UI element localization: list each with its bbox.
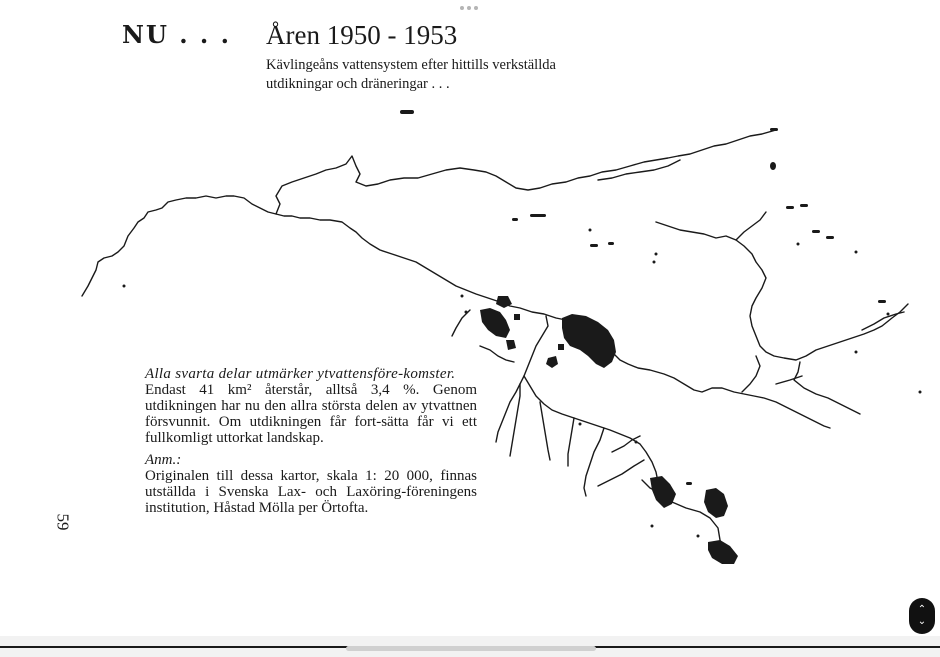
mark-w-3	[465, 311, 468, 314]
east-tributary-ne	[862, 312, 904, 330]
legend-note-label: Anm.:	[145, 452, 182, 468]
mark-e-4	[826, 236, 834, 239]
mark-e-6	[797, 243, 800, 246]
lake-south-1	[650, 476, 676, 508]
mark-w-2	[461, 295, 464, 298]
scroll-control[interactable]	[909, 598, 935, 634]
mark-top	[400, 110, 414, 114]
pond-c	[558, 344, 564, 350]
page-title: Åren 1950 - 1953	[266, 20, 458, 50]
mark-c-4	[655, 253, 658, 256]
east-tributary-southeast	[794, 362, 860, 414]
mark-w-1	[123, 285, 126, 288]
mark-c-3	[589, 229, 592, 232]
lake-south-3	[708, 540, 738, 564]
mark-s-3	[686, 482, 692, 485]
main-river-west	[82, 196, 566, 320]
mark-e-2	[800, 204, 808, 207]
legend-italic-line: Alla svarta delar utmärker ytvattensföre-komster.	[145, 366, 456, 382]
mark-e-1	[786, 206, 794, 209]
mark-c-5	[653, 261, 656, 264]
map-legend	[145, 366, 477, 516]
mark-c-1	[590, 244, 598, 247]
south-tributary-g	[612, 436, 640, 452]
chevron-down-icon[interactable]: ⌄	[917, 616, 927, 627]
lake-large	[562, 314, 616, 368]
pond-b	[546, 356, 558, 368]
east-tributary-upper	[656, 222, 908, 360]
pond-a	[514, 314, 520, 320]
south-tributary-e	[568, 418, 574, 466]
small-creek-north	[452, 310, 470, 336]
south-tributary-f	[584, 428, 604, 496]
legend-note-text: Originalen till dessa kartor, skala 1: 20 000, finnas utställda i Svenska Lax- och Laxöring-föreningens institution, Håstad Mölla per Örtofta.	[145, 468, 477, 516]
northern-tributary	[276, 130, 776, 214]
mark-r-4	[887, 313, 890, 316]
mark-ne-2	[770, 128, 778, 131]
page-heading-left: NU . . .	[122, 20, 231, 49]
mark-e-5	[855, 251, 858, 254]
mark-mid-2	[512, 218, 518, 221]
mark-r-1	[919, 391, 922, 394]
mark-mid-1	[530, 214, 546, 217]
mark-ne-1	[770, 162, 776, 170]
east-tributary-lower	[742, 356, 760, 392]
south-tributary-d	[540, 402, 550, 460]
mark-s-2	[697, 535, 700, 538]
mark-s-1	[651, 525, 654, 528]
page-number: 59	[53, 513, 73, 531]
home-indicator[interactable]	[346, 646, 596, 651]
mark-e-3	[812, 230, 820, 233]
lake-west	[480, 308, 510, 338]
mark-c-2	[608, 242, 614, 245]
east-tributary-branch	[736, 212, 766, 240]
lake-south-2	[704, 488, 728, 518]
chevron-up-icon[interactable]: ⌃	[917, 604, 927, 615]
mark-s-4	[635, 441, 638, 444]
main-river-east	[612, 352, 830, 428]
legend-body: Endast 41 km² återstår, alltså 3,4 %. Genom utdikningen har nu den allra största delen av ytvattnen försvunnit. Om utdikningen får fort-sätta får vi ett fullkomligt uttorkat landskap.	[145, 382, 477, 446]
mark-r-2	[855, 351, 858, 354]
mark-s-5	[579, 423, 582, 426]
page-subtitle: Kävlingeåns vattensystem efter hittills verkställda utdikningar och dräneringar . . .	[266, 57, 556, 92]
mark-r-3	[878, 300, 886, 303]
lake-west-tiny	[506, 340, 516, 350]
south-tributary-h	[598, 460, 644, 486]
